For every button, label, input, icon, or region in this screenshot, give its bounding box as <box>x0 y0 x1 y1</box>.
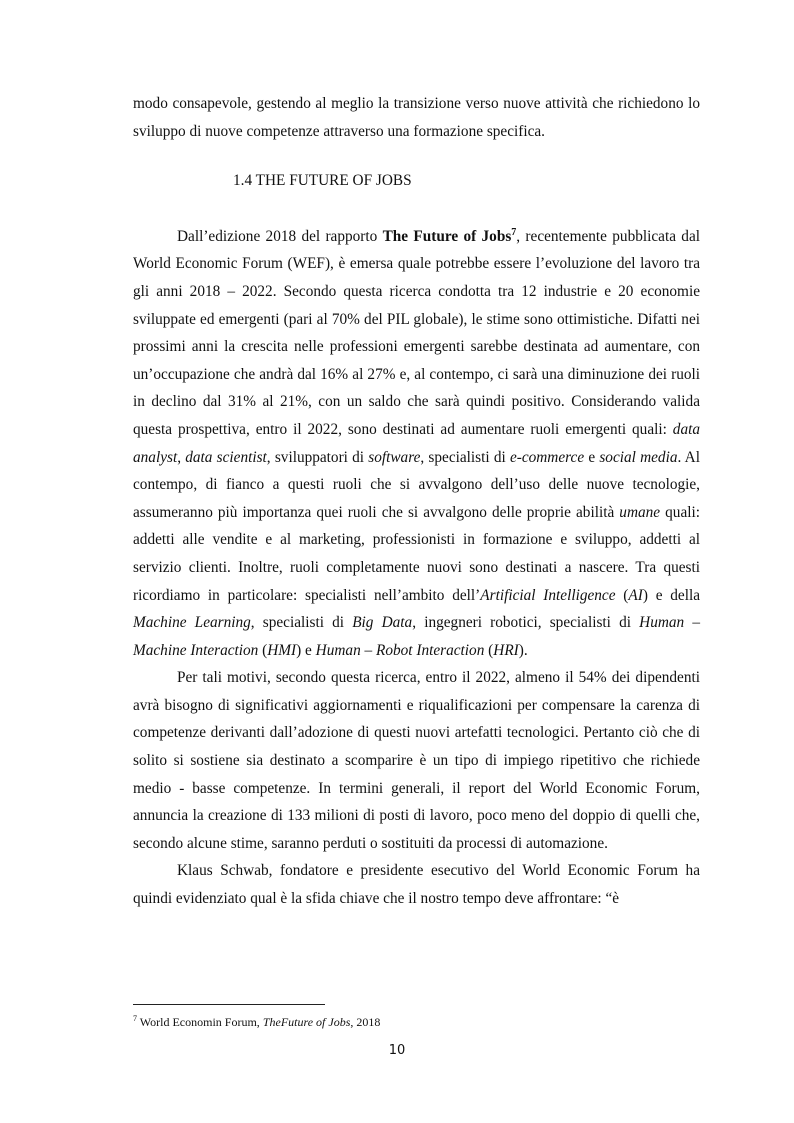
report-title: The Future of Jobs <box>382 227 512 245</box>
section-heading: 1.4 THE FUTURE OF JOBS <box>233 172 412 190</box>
footnote-divider <box>133 1004 325 1005</box>
intro-paragraph: modo consapevole, gestendo al meglio la transizione verso nuove attività che richiedono lo sviluppo di nuove competenze attraverso una formazione specifica. <box>133 95 700 140</box>
paragraph-reskilling: Per tali motivi, secondo questa ricerca, entro il 2022, almeno il 54% dei dipendenti avrà bisogno di significativi aggiornamenti e riqualificazioni per compensare la carenza di competenze derivanti dall’adozione di questi nuovi artefatti tecnologici. Pertanto ciò che di solito si sostiene sia destinato a scomparire è un tipo di impiego ripetitivo che richiede medio - basse competenze. In termini generali, il report del World Economic Forum, annuncia la creazione di 133 milioni di posti di lavoro, poco meno del doppio di quelli che, secondo alcune stime, saranno perduti o sostituiti da processi di automazione. <box>133 669 700 852</box>
paragraph-klaus-schwab: Klaus Schwab, fondatore e presidente esecutivo del World Economic Forum ha quindi evidenziato qual è la sfida chiave che il nostro tempo deve affrontare: “è <box>133 862 700 908</box>
footnote: $^7$ World Economin Forum, TheFuture of Jobs, 2018 <box>133 1014 381 1029</box>
page-body <box>133 90 700 913</box>
page-number: 10 <box>388 1043 406 1058</box>
paragraph-future-of-jobs: Dall’edizione 2018 del rapporto The Future of Jobs$^7$, recentemente pubblicata dal World Economic Forum (WEF), è emersa quale potrebbe essere l’evoluzione del lavoro tra gli anni 2018 – 2022. Secondo questa ricerca condotta tra 12 industrie e 20 economie sviluppate ed emergenti (pari al 70% del PIL globale), le stime sono ottimistiche. Difatti nei prossimi anni la crescita nelle professioni emergenti sarebbe destinata ad aumentare, con un’occupazione che andrà dal 16% al 27% e, al contempo, ci sarà una diminuzione dei ruoli in declino dal 31% al 21%, con un saldo che sarà quindi positivo. Considerando valida questa prospettiva, entro il 2022, sono destinati ad aumentare ruoli emergenti quali: data analyst, data scientist, sviluppatori di software, specialisti di e-commerce e social media. Al contempo, di fianco a questi ruoli che si avvalgono dell’uso delle nuove tecnologie, assumeranno più importanza quei ruoli che si avvalgono delle proprie abilità umane quali: addetti alle vendite e al marketing, professionisti in formazione e sviluppo, addetti al servizio clienti. Inoltre, ruoli completamente nuovi sono destinati a nascere. Tra questi ricordiamo in particolare: specialisti nell’ambito dell’Artificial Intelligence (AI) e della Machine Learning, specialisti di Big Data, ingegneri robotici, specialisti di Human – Machine Interaction (HMI) e Human – Robot Interaction (HRI). <box>133 226 700 659</box>
footnote-ref[interactable]: 7 <box>511 226 517 238</box>
